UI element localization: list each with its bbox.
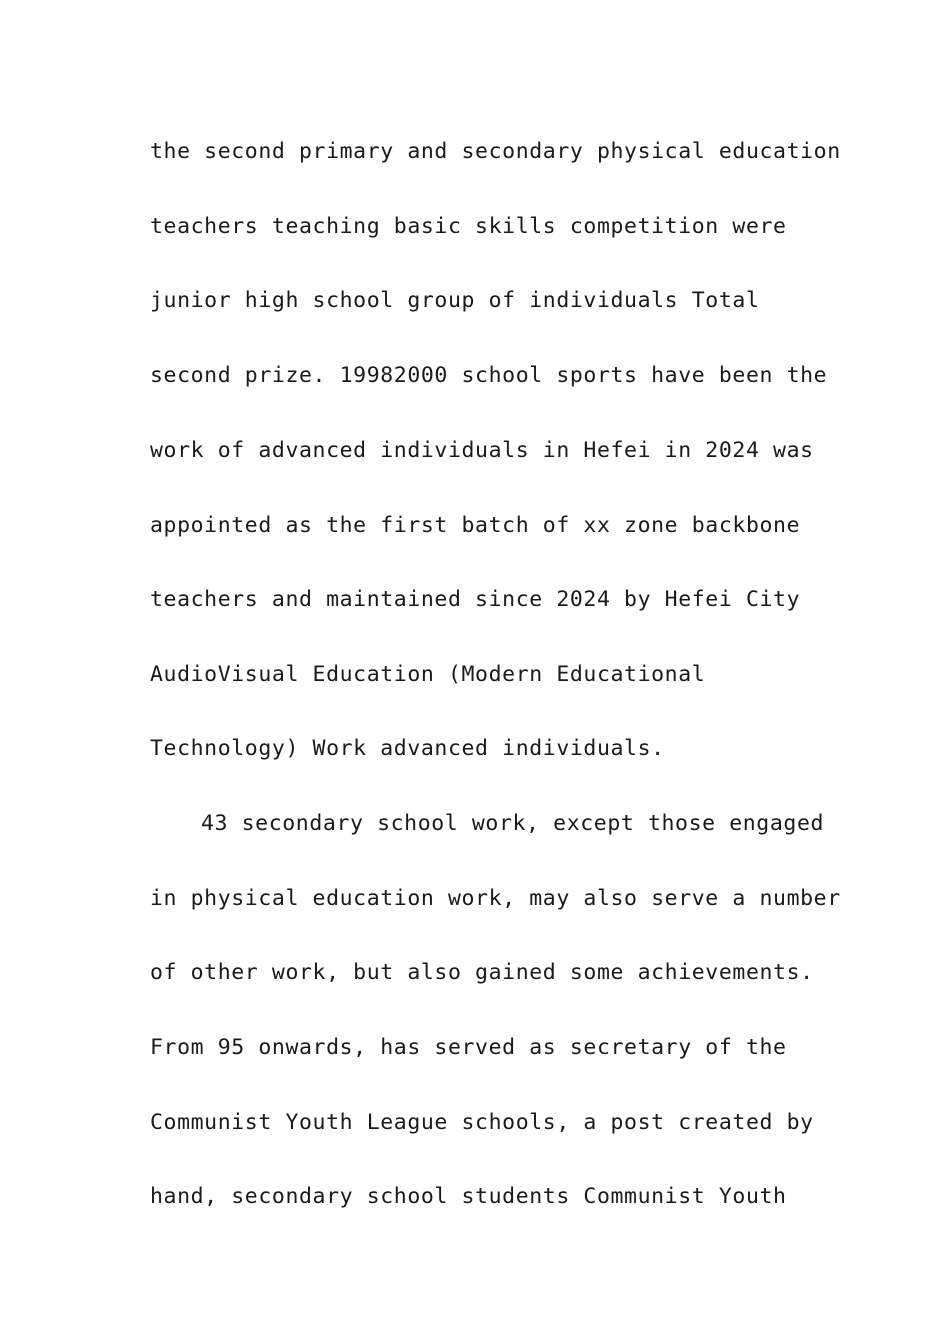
text-line: appointed as the first batch of xx zone backbone bbox=[150, 513, 801, 538]
text-line: AudioVisual Education (Modern Educational bbox=[150, 662, 706, 687]
text-line: teachers and maintained since 2024 by Hefei City bbox=[150, 587, 801, 612]
text-line: work of advanced individuals in Hefei in 2024 was bbox=[150, 438, 814, 463]
text-line: teachers teaching basic skills competition were bbox=[150, 214, 787, 239]
text-line: From 95 onwards, has served as secretary of the bbox=[150, 1035, 787, 1060]
text-line: the second primary and secondary physical education bbox=[150, 139, 841, 164]
text-line: in physical education work, may also serve a number bbox=[150, 886, 841, 911]
text-line: second prize. 19982000 school sports have been the bbox=[150, 363, 828, 388]
text-line: of other work, but also gained some achievements. bbox=[150, 960, 814, 985]
text-line: hand, secondary school students Communist Youth bbox=[150, 1184, 787, 1209]
paragraph-first-line: 43 secondary school work, except those engaged bbox=[201, 811, 825, 836]
text-line: junior high school group of individuals Total bbox=[150, 288, 760, 313]
text-line: Technology) Work advanced individuals. bbox=[150, 736, 665, 761]
text-line: Communist Youth League schools, a post created by bbox=[150, 1110, 814, 1135]
